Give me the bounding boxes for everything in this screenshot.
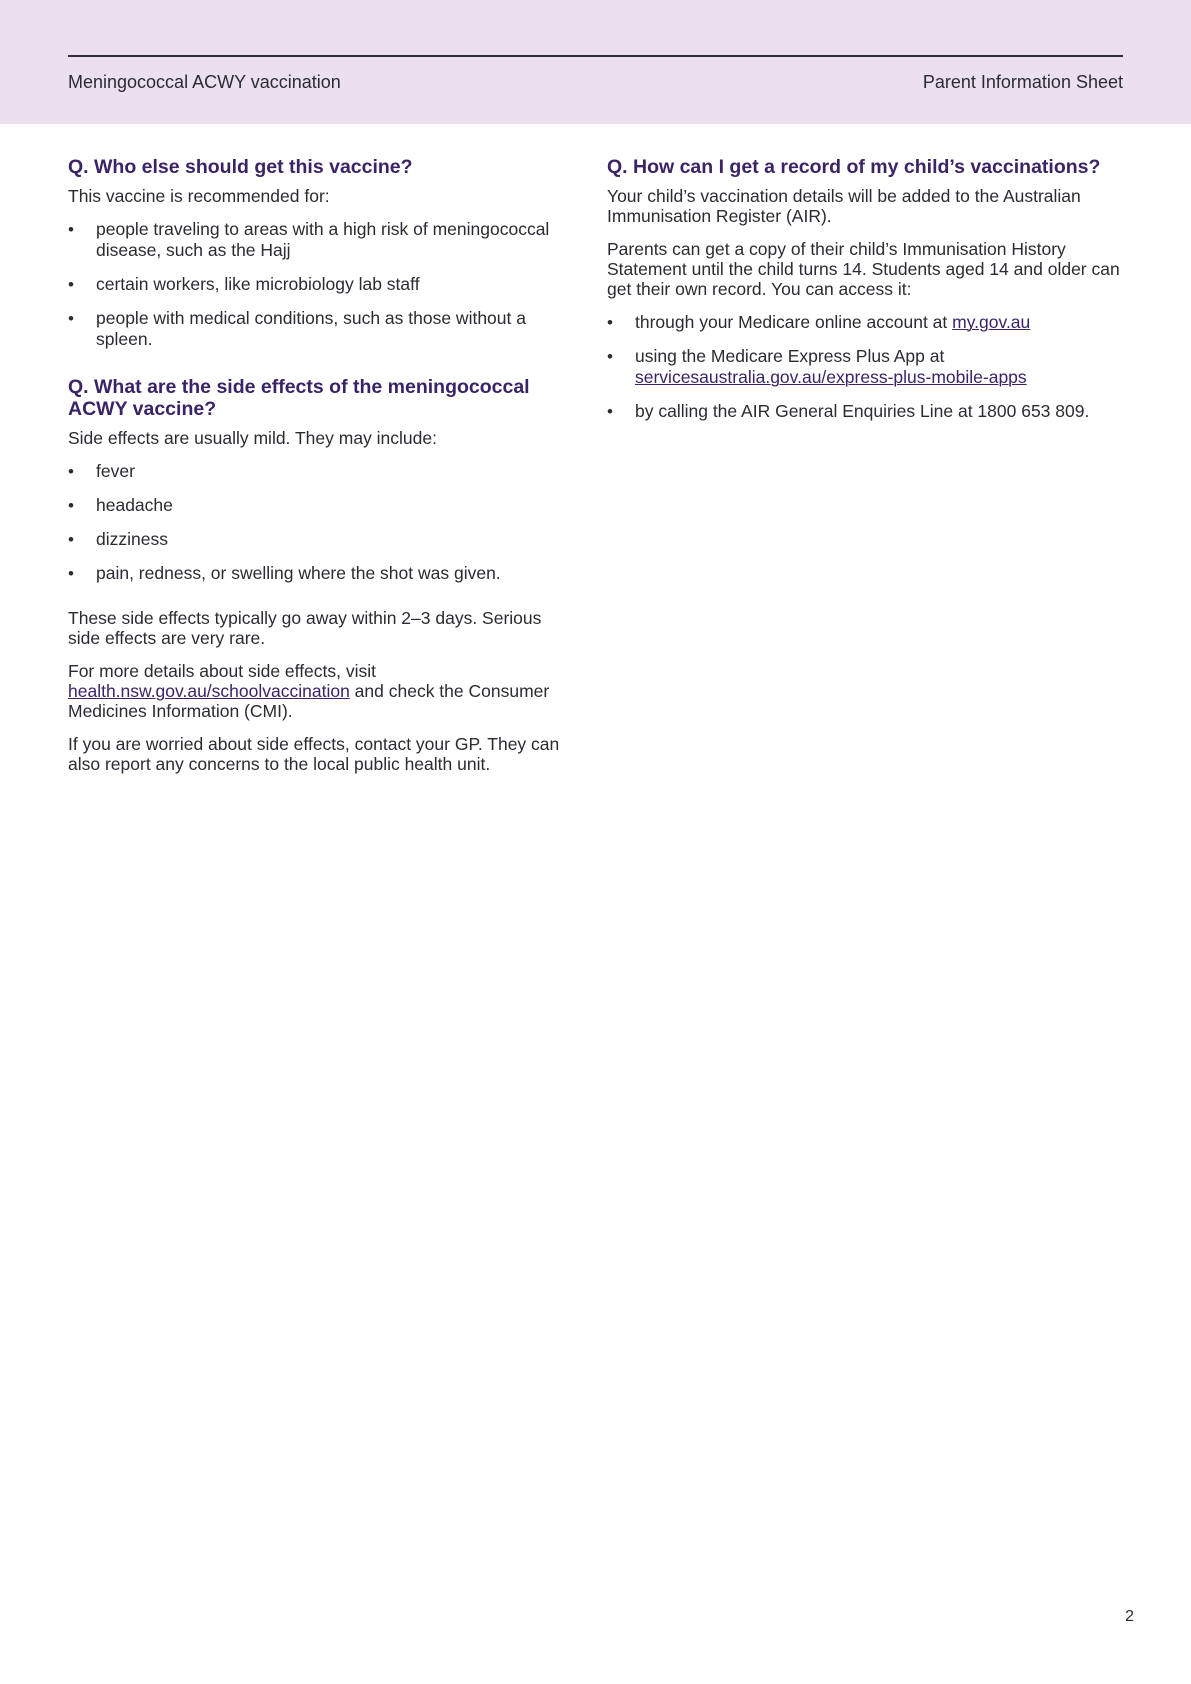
- side-effects-more-info: For more details about side effects, visit health.nsw.gov.au/schoolvaccination and check the Consumer Medicines Information (CMI).: [68, 661, 550, 721]
- bullet-icon: •: [607, 313, 613, 332]
- list-item: • by calling the AIR General Enquiries Line at 1800 653 809.: [607, 401, 1090, 421]
- recommended-list: [68, 219, 578, 350]
- list-item: • headache: [68, 495, 173, 515]
- access-list: [607, 312, 1127, 422]
- bullet-icon: •: [68, 220, 74, 239]
- bullet-icon: •: [607, 347, 613, 366]
- heading-who-else: Q. Who else should get this vaccine?: [68, 156, 413, 178]
- bullet-icon: •: [68, 496, 74, 515]
- side-effects-list: [68, 461, 578, 584]
- side-effects-contact: If you are worried about side effects, contact your GP. They can also report any concerns to the local public health unit.: [68, 734, 560, 774]
- list-item: • certain workers, like microbiology lab staff: [68, 274, 420, 294]
- header-rule: [68, 55, 1123, 57]
- header-band: [0, 0, 1191, 124]
- list-item: • dizziness: [68, 529, 168, 549]
- right-column: [607, 156, 1127, 436]
- list-item: • pain, redness, or swelling where the shot was given.: [68, 563, 501, 583]
- bullet-icon: •: [68, 309, 74, 328]
- left-column: [68, 156, 578, 787]
- section-spacer: [68, 364, 578, 376]
- side-effects-duration: These side effects typically go away within 2–3 days. Serious side effects are very rare.: [68, 608, 542, 648]
- header-document-type: Parent Information Sheet: [922, 72, 1123, 92]
- recommended-intro: This vaccine is recommended for:: [68, 186, 330, 206]
- list-end-spacer: [68, 598, 578, 608]
- list-item: • through your Medicare online account at my.gov.au: [607, 312, 1031, 332]
- list-item: • fever: [68, 461, 135, 481]
- side-effects-intro: Side effects are usually mild. They may include:: [68, 428, 437, 448]
- services-australia-link[interactable]: servicesaustralia.gov.au/express-plus-mobile-apps: [635, 367, 1027, 387]
- air-details: Your child’s vaccination details will be added to the Australian Immunisation Register (AIR).: [607, 186, 1081, 226]
- header-document-title: Meningococcal ACWY vaccination: [68, 72, 341, 92]
- page-number: 2: [1125, 1608, 1134, 1625]
- bullet-icon: •: [68, 530, 74, 549]
- heading-vaccination-record: Q. How can I get a record of my child’s vaccinations?: [607, 156, 1101, 178]
- bullet-icon: •: [68, 564, 74, 583]
- bullet-icon: •: [68, 275, 74, 294]
- heading-side-effects: Q. What are the side effects of the meningococcal ACWY vaccine?: [68, 376, 530, 420]
- list-item: • using the Medicare Express Plus App at servicesaustralia.gov.au/express-plus-mobile-apps: [607, 346, 1027, 387]
- my-gov-link[interactable]: my.gov.au: [952, 312, 1031, 332]
- health-nsw-link[interactable]: health.nsw.gov.au/schoolvaccination: [68, 681, 350, 701]
- list-item: • people traveling to areas with a high risk of meningococcal disease, such as the Hajj: [68, 219, 550, 260]
- bullet-icon: •: [68, 462, 74, 481]
- list-item: • people with medical conditions, such as those without a spleen.: [68, 308, 526, 349]
- history-statement-info: Parents can get a copy of their child’s Immunisation History Statement until the child turns 14. Students aged 14 and older can get their own record. You can access it:: [607, 239, 1120, 299]
- bullet-icon: •: [607, 402, 613, 421]
